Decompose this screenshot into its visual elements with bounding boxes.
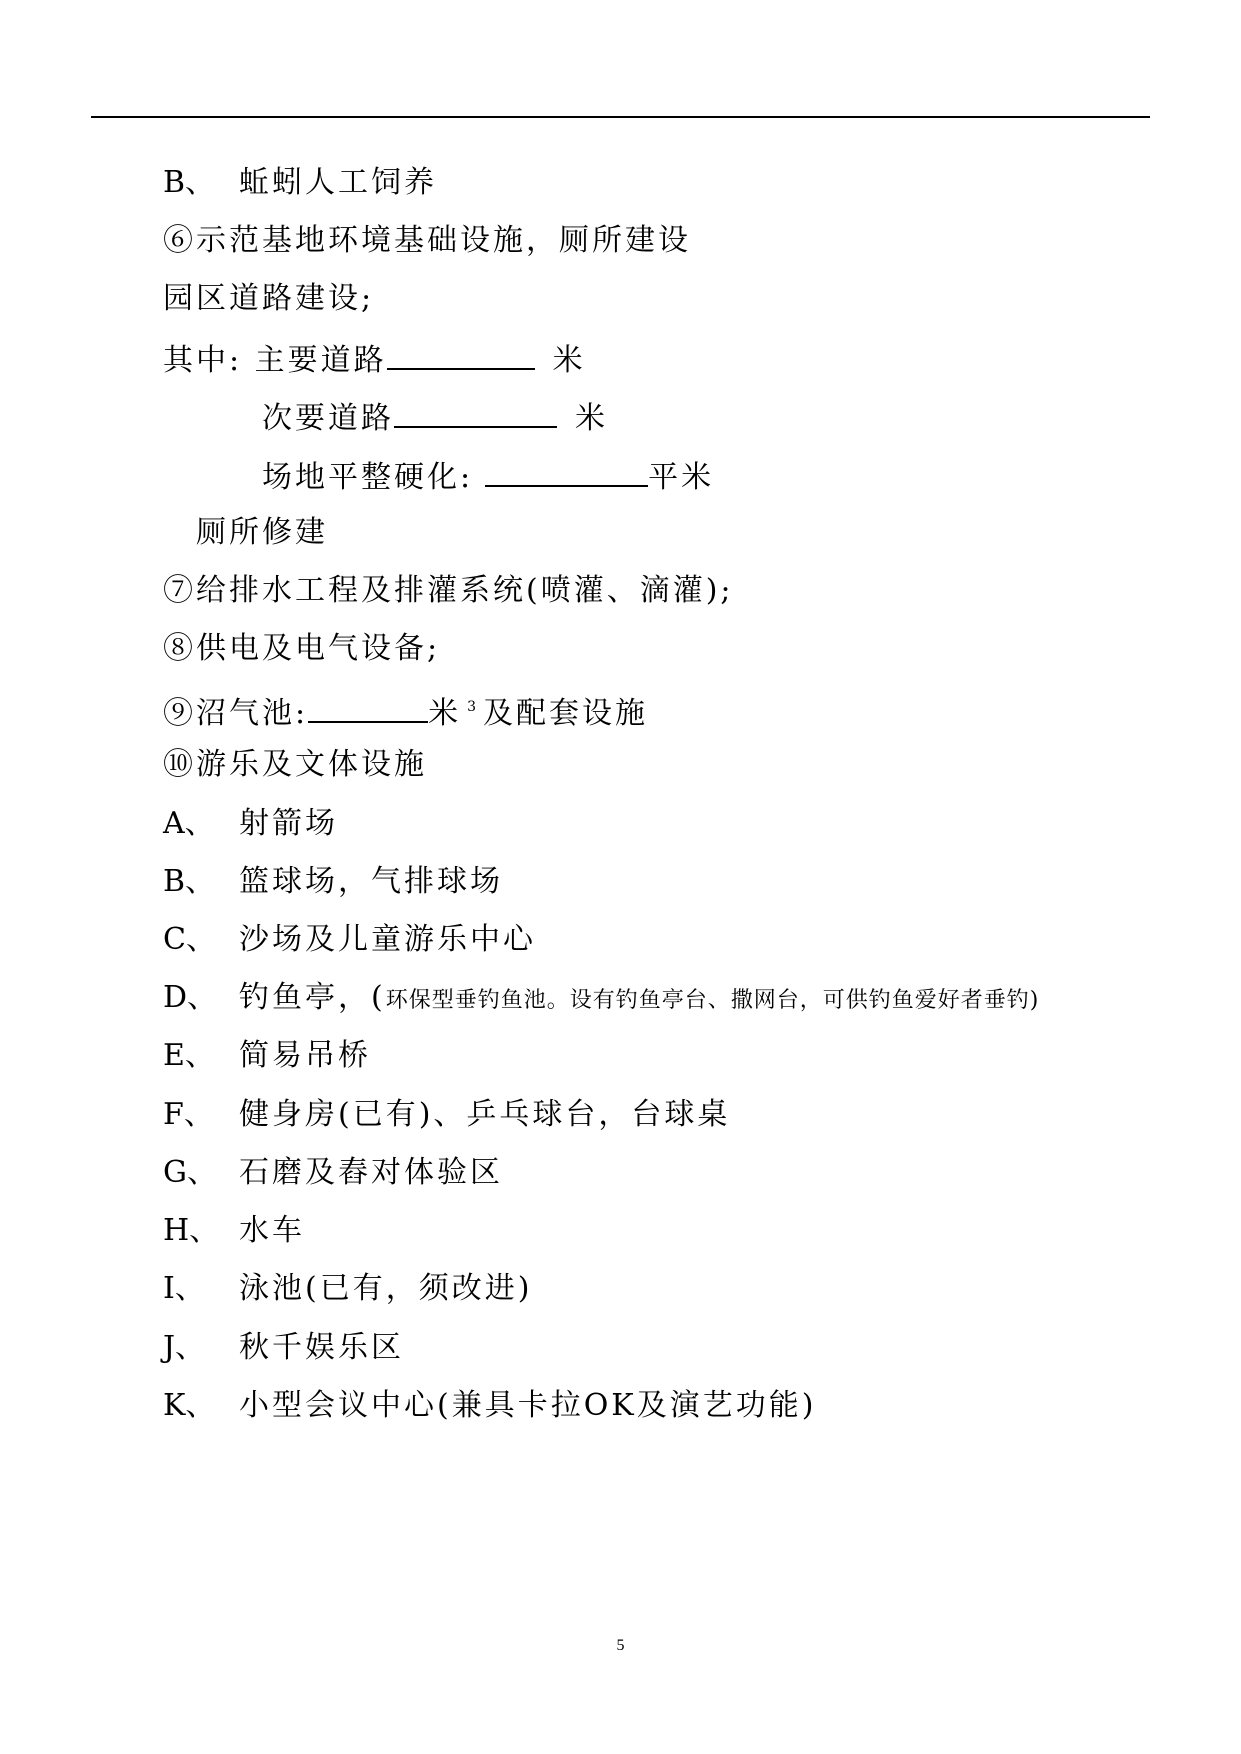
item-text: 厕所修建	[196, 515, 328, 550]
item-marker: H、	[163, 1213, 220, 1248]
item-text: 泳池(已有，须改进)	[239, 1271, 533, 1306]
list-item	[163, 1386, 816, 1426]
item-text: ⑧供电及电气设备;	[163, 631, 441, 666]
list-item	[163, 804, 338, 844]
paragraph	[196, 513, 328, 553]
item-marker: C、	[163, 922, 216, 957]
item-text: 小型会议中心(兼具卡拉OK及演艺功能)	[239, 1388, 817, 1423]
paragraph	[163, 279, 374, 319]
field-label: ⑨沼气池:	[163, 696, 309, 731]
item-marker: B、	[163, 864, 216, 899]
list-item	[163, 1211, 305, 1251]
item-marker: E、	[163, 1038, 215, 1073]
fill-in-blank[interactable]	[387, 338, 535, 370]
unit-superscript: 3	[467, 699, 480, 715]
list-item	[163, 1036, 371, 1076]
item-note: 环保型垂钓鱼池。设有钓鱼亭台、撒网台，可供钓鱼爱好者垂钓)	[385, 988, 1040, 1013]
list-item	[163, 1153, 503, 1193]
item-marker: I、	[163, 1271, 205, 1306]
fill-in-blank[interactable]	[308, 691, 428, 723]
unit-label: 平米	[648, 460, 715, 495]
unit-label: 米	[428, 696, 462, 731]
item-text: 石磨及舂对体验区	[239, 1155, 503, 1190]
item-marker: G、	[163, 1155, 217, 1190]
item-text: 及配套设施	[483, 696, 649, 731]
fill-in-blank[interactable]	[485, 455, 648, 487]
page-number: 5	[616, 1637, 625, 1654]
item-marker: B、	[163, 165, 216, 200]
fill-in-blank[interactable]	[394, 396, 557, 428]
item-marker: K、	[163, 1388, 216, 1423]
unit-label: 米	[552, 343, 586, 378]
section-heading	[163, 221, 691, 261]
field-label: 其中: 主要道路	[163, 343, 387, 378]
list-item	[163, 1095, 730, 1135]
item-text: 沙场及儿童游乐中心	[239, 922, 536, 957]
form-line-biogas	[163, 687, 649, 731]
field-label: 次要道路	[262, 401, 394, 436]
list-item	[163, 862, 503, 902]
item-text: 钓鱼亭，(	[239, 980, 386, 1015]
item-text: 水车	[239, 1213, 305, 1248]
field-label: 场地平整硬化:	[262, 460, 474, 495]
form-line-site-leveling	[262, 455, 714, 495]
section-heading	[163, 629, 440, 669]
list-item	[163, 163, 437, 203]
list-item	[163, 1269, 532, 1309]
list-item	[163, 978, 1039, 1018]
item-text: ⑩游乐及文体设施	[163, 747, 427, 782]
item-marker: A、	[163, 806, 215, 841]
form-line-secondary-road	[262, 396, 608, 436]
item-text: 园区道路建设;	[163, 281, 375, 316]
header-rule	[91, 116, 1150, 118]
item-text: 射箭场	[239, 806, 338, 841]
item-text: ⑥示范基地环境基础设施，厕所建设	[163, 223, 691, 258]
list-item	[163, 920, 536, 960]
item-marker: D、	[163, 980, 218, 1015]
item-marker: F、	[163, 1097, 214, 1132]
unit-label: 米	[575, 401, 608, 436]
item-text: 秋千娱乐区	[239, 1330, 404, 1365]
item-text: 篮球场，气排球场	[239, 864, 503, 899]
list-item	[163, 1328, 404, 1368]
item-text: 蚯蚓人工饲养	[239, 165, 437, 200]
section-heading	[163, 571, 734, 611]
form-line-main-road	[163, 338, 586, 378]
item-marker: J、	[163, 1330, 206, 1365]
section-heading	[163, 745, 427, 785]
item-text: ⑦给排水工程及排灌系统(喷灌、滴灌);	[163, 573, 734, 608]
item-text: 健身房(已有)、乒乓球台，台球桌	[239, 1097, 731, 1132]
item-text: 简易吊桥	[239, 1038, 371, 1073]
